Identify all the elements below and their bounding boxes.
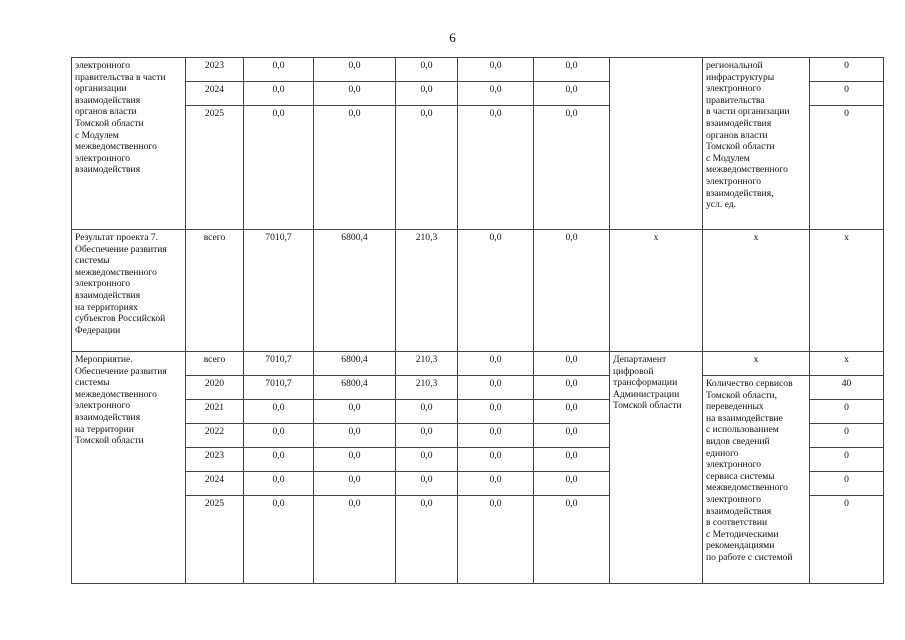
year-cell: 2023 — [186, 58, 244, 82]
total-cell: 0,0 — [244, 472, 314, 496]
indicator-cell: региональной инфраструктуры электронного правительства в части организации взаимодействия органов власти Томской области с Модулем межведомственного электронного взаимодействия, усл. ед. — [703, 58, 810, 230]
value-cell: 0,0 — [314, 82, 396, 106]
target-value-cell: 0 — [810, 424, 884, 448]
target-value-cell: 0 — [810, 472, 884, 496]
value-cell: 0,0 — [458, 352, 534, 376]
value-cell: 0,0 — [396, 106, 458, 230]
responsible-org-cell: x — [610, 230, 703, 352]
value-cell: 0,0 — [314, 106, 396, 230]
year-cell: 2021 — [186, 400, 244, 424]
indicator-cell: x — [703, 230, 810, 352]
total-cell: 0,0 — [244, 106, 314, 230]
target-value-cell: x — [810, 352, 884, 376]
target-value-cell: 0 — [810, 106, 884, 230]
value-cell: 0,0 — [458, 496, 534, 584]
value-cell: 0,0 — [534, 400, 610, 424]
total-cell: 0,0 — [244, 496, 314, 584]
year-cell: всего — [186, 230, 244, 352]
value-cell: 210,3 — [396, 352, 458, 376]
measure-name-cell: электронного правительства в части организации взаимодействия органов власти Томской области с Модулем межведомственного электронного взаимодействия — [72, 58, 186, 230]
total-cell: 0,0 — [244, 424, 314, 448]
value-cell: 210,3 — [396, 230, 458, 352]
year-cell: 2023 — [186, 448, 244, 472]
value-cell: 0,0 — [534, 448, 610, 472]
year-cell: 2024 — [186, 472, 244, 496]
table-row — [72, 352, 884, 376]
value-cell: 0,0 — [458, 82, 534, 106]
target-value-cell: 0 — [810, 82, 884, 106]
value-cell: 0,0 — [396, 472, 458, 496]
value-cell: 0,0 — [314, 58, 396, 82]
total-cell: 0,0 — [244, 82, 314, 106]
value-cell: 0,0 — [458, 448, 534, 472]
page-number: 6 — [449, 30, 456, 45]
year-cell: 2025 — [186, 106, 244, 230]
year-cell: всего — [186, 352, 244, 376]
value-cell: 6800,4 — [314, 376, 396, 400]
value-cell: 0,0 — [314, 424, 396, 448]
value-cell: 0,0 — [458, 400, 534, 424]
value-cell: 0,0 — [458, 58, 534, 82]
year-cell: 2020 — [186, 376, 244, 400]
responsible-org-cell: Департамент цифровой трансформации Администрации Томской области — [610, 352, 703, 584]
table-row — [72, 230, 884, 352]
target-value-cell: x — [810, 230, 884, 352]
value-cell: 0,0 — [534, 496, 610, 584]
value-cell: 0,0 — [534, 230, 610, 352]
value-cell: 0,0 — [458, 230, 534, 352]
indicator-cell: Количество сервисов Томской области, переведенных на взаимодействие с использованием видов сведений единого электронного сервиса системы межведомственного электронного взаимодействия в соответствии с Методическими рекомендациями по работе с системой — [703, 376, 810, 584]
target-value-cell: 0 — [810, 496, 884, 584]
value-cell: 0,0 — [314, 472, 396, 496]
total-cell: 7010,7 — [244, 230, 314, 352]
target-value-cell: 0 — [810, 448, 884, 472]
value-cell: 0,0 — [534, 106, 610, 230]
project-result-name-cell: Результат проекта 7. Обеспечение развития системы межведомственного электронного взаимодействия на территориях субъектов Российской Федерации — [72, 230, 186, 352]
value-cell: 0,0 — [314, 400, 396, 424]
target-value-cell: 0 — [810, 400, 884, 424]
table-row — [72, 58, 884, 82]
total-cell: 0,0 — [244, 400, 314, 424]
indicator-cell: x — [703, 352, 810, 376]
value-cell: 0,0 — [458, 106, 534, 230]
value-cell: 0,0 — [458, 424, 534, 448]
total-cell: 7010,7 — [244, 352, 314, 376]
value-cell: 0,0 — [314, 448, 396, 472]
total-cell: 7010,7 — [244, 376, 314, 400]
value-cell: 0,0 — [534, 58, 610, 82]
year-cell: 2024 — [186, 82, 244, 106]
year-cell: 2022 — [186, 424, 244, 448]
responsible-org-cell — [610, 58, 703, 230]
value-cell: 0,0 — [534, 376, 610, 400]
value-cell: 210,3 — [396, 376, 458, 400]
value-cell: 0,0 — [534, 352, 610, 376]
program-table — [71, 57, 884, 584]
measure-name-cell: Мероприятие. Обеспечение развития системы межведомственного электронного взаимодействия на территории Томской области — [72, 352, 186, 584]
value-cell: 0,0 — [534, 424, 610, 448]
value-cell: 0,0 — [396, 496, 458, 584]
value-cell: 0,0 — [396, 400, 458, 424]
value-cell: 6800,4 — [314, 352, 396, 376]
total-cell: 0,0 — [244, 58, 314, 82]
year-cell: 2025 — [186, 496, 244, 584]
total-cell: 0,0 — [244, 448, 314, 472]
target-value-cell: 0 — [810, 58, 884, 82]
value-cell: 0,0 — [534, 82, 610, 106]
value-cell: 6800,4 — [314, 230, 396, 352]
value-cell: 0,0 — [534, 472, 610, 496]
value-cell: 0,0 — [396, 82, 458, 106]
value-cell: 0,0 — [396, 58, 458, 82]
value-cell: 0,0 — [458, 376, 534, 400]
target-value-cell: 40 — [810, 376, 884, 400]
table-row — [72, 376, 884, 400]
value-cell: 0,0 — [396, 424, 458, 448]
value-cell: 0,0 — [458, 472, 534, 496]
value-cell: 0,0 — [314, 496, 396, 584]
value-cell: 0,0 — [396, 448, 458, 472]
